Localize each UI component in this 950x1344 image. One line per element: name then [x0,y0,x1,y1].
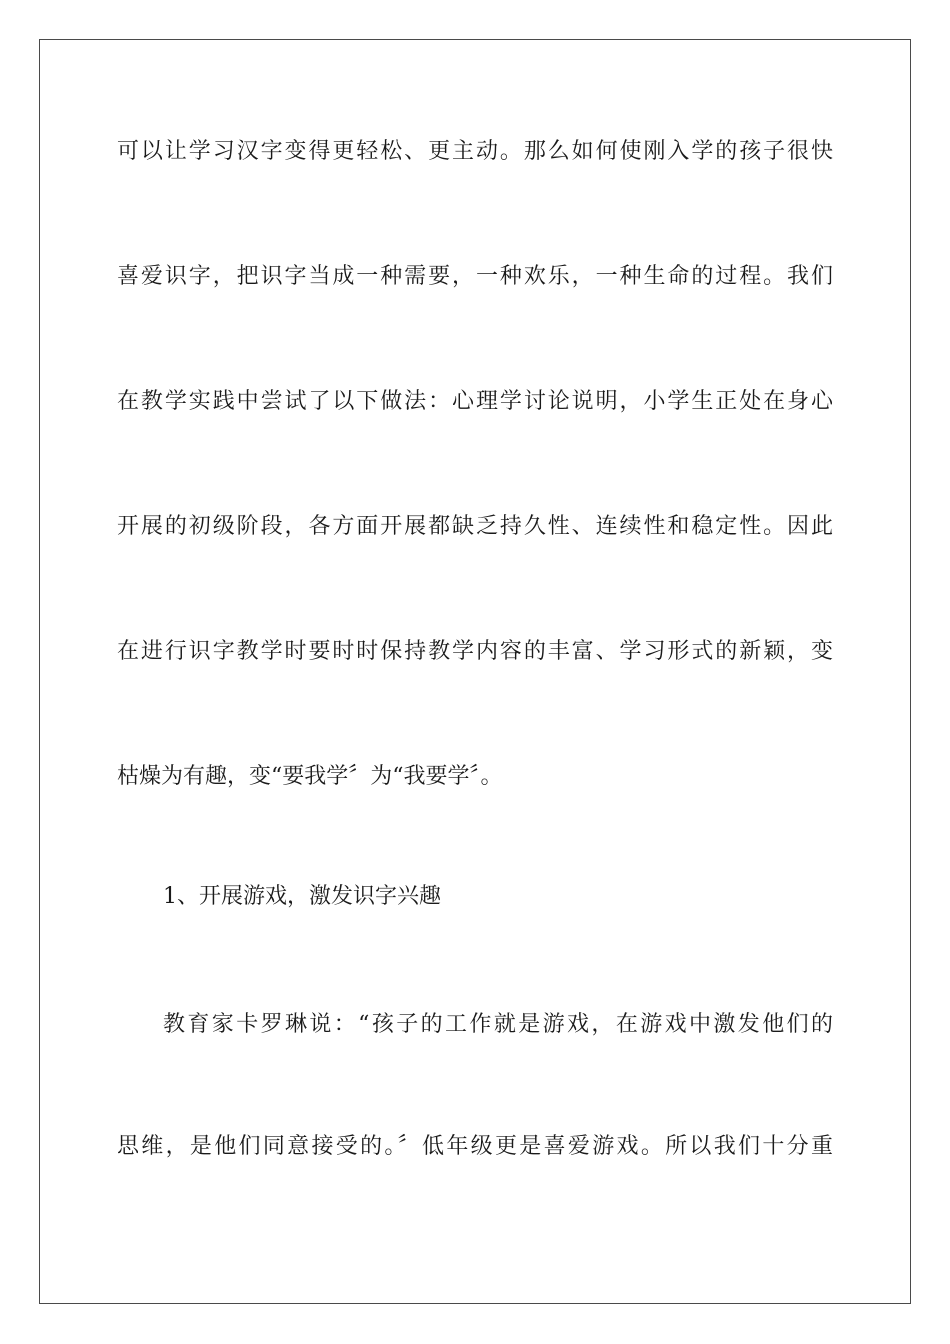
body-text-line: 教育家卡罗琳说：“孩子的工作就是游戏，在游戏中激发他们的 [163,1012,833,1037]
body-text-line: 在教学实践中尝试了以下做法：心理学讨论说明，小学生正处在身心 [117,389,833,414]
body-text-line: 开展的初级阶段，各方面开展都缺乏持久性、连续性和稳定性。因此 [117,514,833,539]
body-text-line: 喜爱识字，把识字当成一种需要，一种欢乐，一种生命的过程。我们 [117,264,833,289]
body-text-line: 在进行识字教学时要时时保持教学内容的丰富、学习形式的新颖，变 [117,639,833,664]
page-border [39,39,911,1304]
body-text-line: 枯燥为有趣，变“要我学〞为“我要学〞。 [117,764,503,789]
body-text-line: 思维，是他们同意接受的。〞低年级更是喜爱游戏。所以我们十分重 [117,1134,833,1159]
body-text-line: 可以让学习汉字变得更轻松、更主动。那么如何使刚入学的孩子很快 [117,139,833,164]
section-heading: 1、开展游戏，激发识字兴趣 [163,884,441,909]
